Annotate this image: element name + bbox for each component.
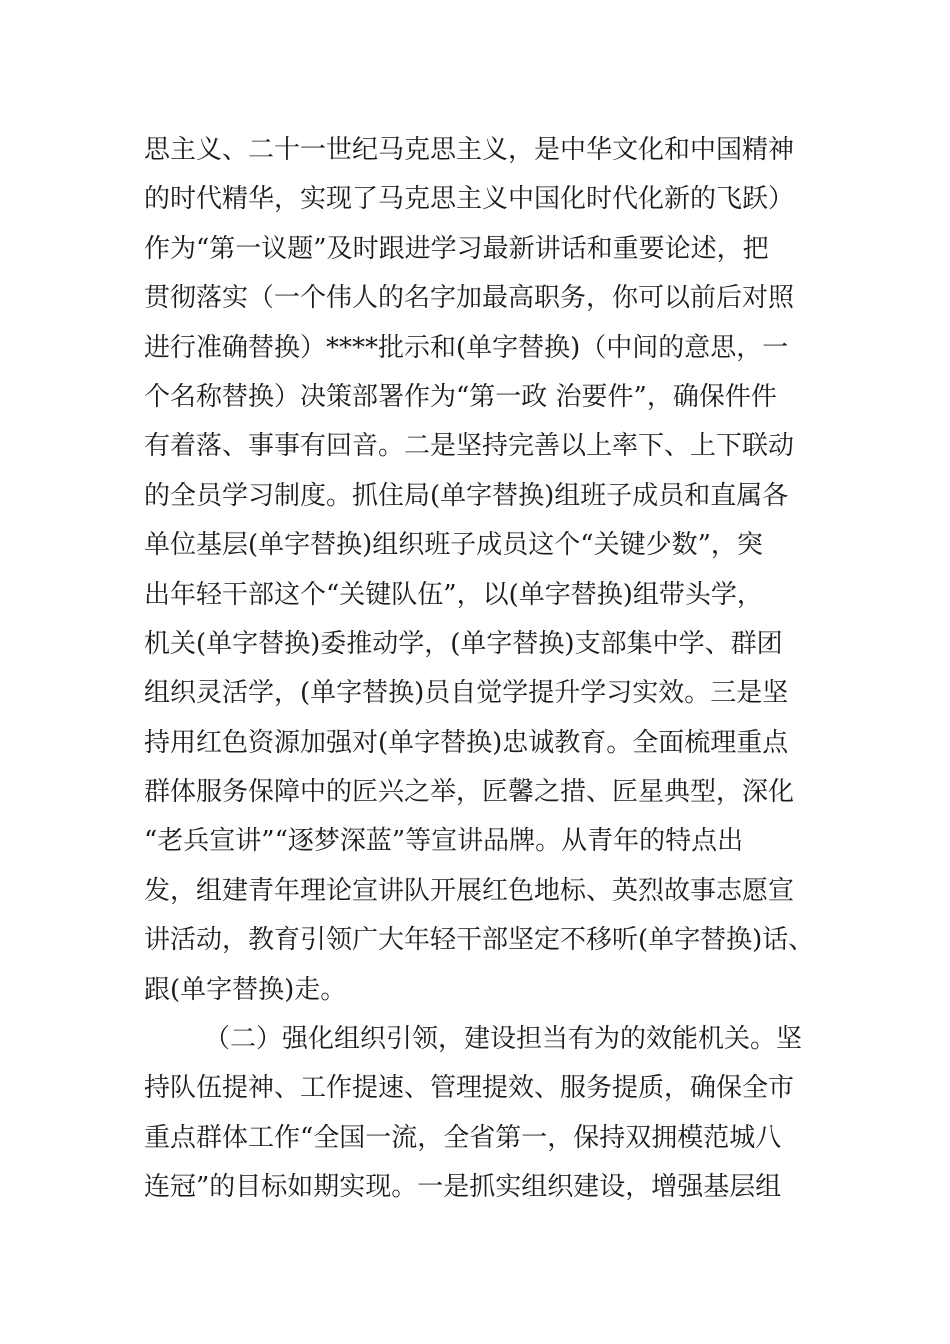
text-line: “老兵宣讲”“逐梦深蓝”等宣讲品牌。从青年的特点出 bbox=[144, 826, 744, 857]
text-line: 作为“第一议题”及时跟进学习最新讲话和重要论述，把 bbox=[144, 233, 769, 264]
text-line: 群体服务保障中的匠兴之举，匠馨之措、匠星典型，深化 bbox=[144, 777, 795, 808]
text-line: 个名称替换）决策部署作为“第一政 治要件”，确保件件 bbox=[144, 381, 777, 412]
text-line: 贯彻落实（一个伟人的名字加最高职务，你可以前后对照 bbox=[144, 283, 795, 314]
text-line: 的时代精华，实现了马克思主义中国化时代化新的飞跃） bbox=[144, 184, 795, 215]
text-line: 思主义、二十一世纪马克思主义，是中华文化和中国精神 bbox=[144, 135, 795, 165]
text-line: 进行准确替换）****批示和(单字替换)（中间的意思，一 bbox=[144, 332, 789, 363]
text-line: 发，组建青年理论宣讲队开展红色地标、英烈故事志愿宣 bbox=[144, 875, 795, 906]
text-line: 讲活动，教育引领广大年轻干部坚定不移听(单字替换)话、 bbox=[144, 925, 815, 956]
text-line: 的全员学习制度。抓住局(单字替换)组班子成员和直属各 bbox=[144, 480, 789, 511]
text-line: 重点群体工作“全国一流，全省第一，保持双拥模范城八 bbox=[144, 1122, 782, 1153]
text-line: 单位基层(单字替换)组织班子成员这个“关键少数”，突 bbox=[144, 530, 763, 561]
text-line: 连冠”的目标如期实现。一是抓实组织建设，增强基层组 bbox=[144, 1172, 782, 1203]
text-line: 出年轻干部这个“关键队伍”，以(单字替换)组带头学， bbox=[144, 579, 763, 610]
text-line: 组织灵活学，(单字替换)员自觉学提升学习实效。三是坚 bbox=[144, 678, 789, 709]
text-line: 持用红色资源加强对(单字替换)忠诚教育。全面梳理重点 bbox=[144, 727, 789, 758]
section-heading-line: （二）强化组织引领，建设担当有为的效能机关。坚 bbox=[204, 1024, 803, 1055]
text-line: 机关(单字替换)委推动学，(单字替换)支部集中学、群团 bbox=[144, 628, 783, 659]
text-line: 跟(单字替换)走。 bbox=[144, 974, 347, 1005]
text-line: 持队伍提神、工作提速、管理提效、服务提质，确保全市 bbox=[144, 1073, 795, 1104]
text-line: 有着落、事事有回音。二是坚持完善以上率下、上下联动 bbox=[144, 431, 795, 462]
body-text bbox=[144, 126, 824, 1213]
